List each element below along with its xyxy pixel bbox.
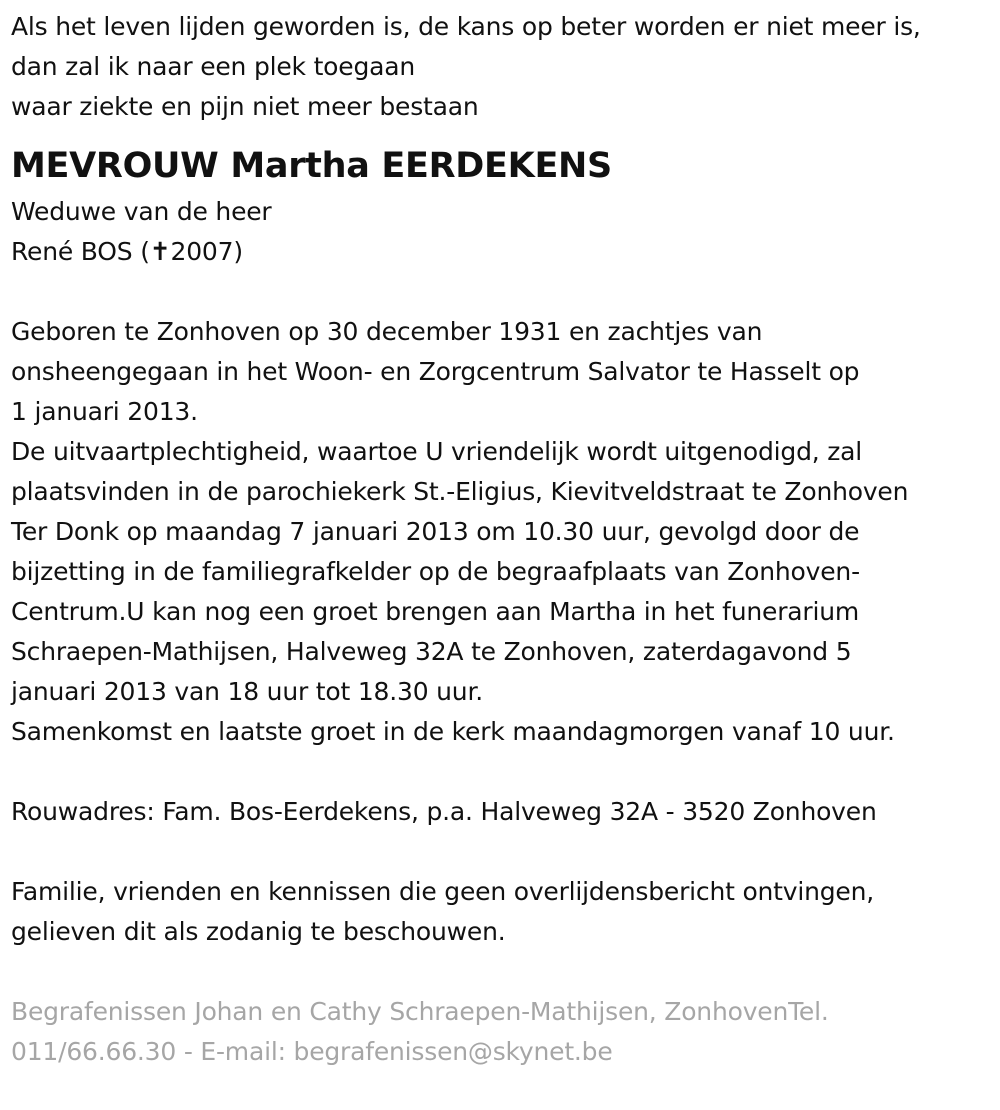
spouse-line: René BOS (✝2007) xyxy=(11,237,243,266)
spouse-line: Weduwe van de heer xyxy=(11,197,272,226)
notice-line: gelieven dit als zodanig te beschouwen. xyxy=(11,917,506,946)
poem-line: waar ziekte en pijn niet meer bestaan xyxy=(11,92,479,121)
body-line: Ter Donk op maandag 7 januari 2013 om 10.30 uur, gevolgd door de xyxy=(11,517,860,546)
spacer xyxy=(11,952,996,992)
funeral-details xyxy=(11,312,996,752)
poem-line: dan zal ik naar een plek toegaan xyxy=(11,52,416,81)
poem xyxy=(11,7,996,127)
spacer xyxy=(11,752,996,792)
body-line: onsheengegaan in het Woon- en Zorgcentrum Salvator te Hasselt op xyxy=(11,357,860,386)
family-notice xyxy=(11,872,996,952)
funeral-home-footer xyxy=(11,992,996,1072)
body-line: 1 januari 2013. xyxy=(11,397,198,426)
body-line: De uitvaartplechtigheid, waartoe U vriendelijk wordt uitgenodigd, zal xyxy=(11,437,863,466)
footer-line: 011/66.66.30 - E-mail: begrafenissen@skynet.be xyxy=(11,1037,613,1066)
spacer xyxy=(11,832,996,872)
body-line: januari 2013 van 18 uur tot 18.30 uur. xyxy=(11,677,483,706)
body-line: Geboren te Zonhoven op 30 december 1931 en zachtjes van xyxy=(11,317,763,346)
deceased-name-heading: MEVROUW Martha EERDEKENS xyxy=(11,146,612,186)
poem-line: Als het leven lijden geworden is, de kans op beter worden er niet meer is, xyxy=(11,12,921,41)
spouse-info xyxy=(11,192,996,272)
footer-line: Begrafenissen Johan en Cathy Schraepen-Mathijsen, ZonhovenTel. xyxy=(11,997,829,1026)
body-line: Centrum.U kan nog een groet brengen aan Martha in het funerarium xyxy=(11,597,860,626)
spacer xyxy=(11,272,996,312)
body-line: plaatsvinden in de parochiekerk St.-Eligius, Kievitveldstraat te Zonhoven xyxy=(11,477,909,506)
notice-line: Familie, vrienden en kennissen die geen overlijdensbericht ontvingen, xyxy=(11,877,875,906)
mourning-address: Rouwadres: Fam. Bos-Eerdekens, p.a. Halveweg 32A - 3520 Zonhoven xyxy=(11,797,877,826)
body-line: Schraepen-Mathijsen, Halveweg 32A te Zonhoven, zaterdagavond 5 xyxy=(11,637,852,666)
obituary-notice xyxy=(11,7,996,1072)
body-line: bijzetting in de familiegrafkelder op de begraafplaats van Zonhoven- xyxy=(11,557,860,586)
body-line: Samenkomst en laatste groet in de kerk maandagmorgen vanaf 10 uur. xyxy=(11,717,895,746)
